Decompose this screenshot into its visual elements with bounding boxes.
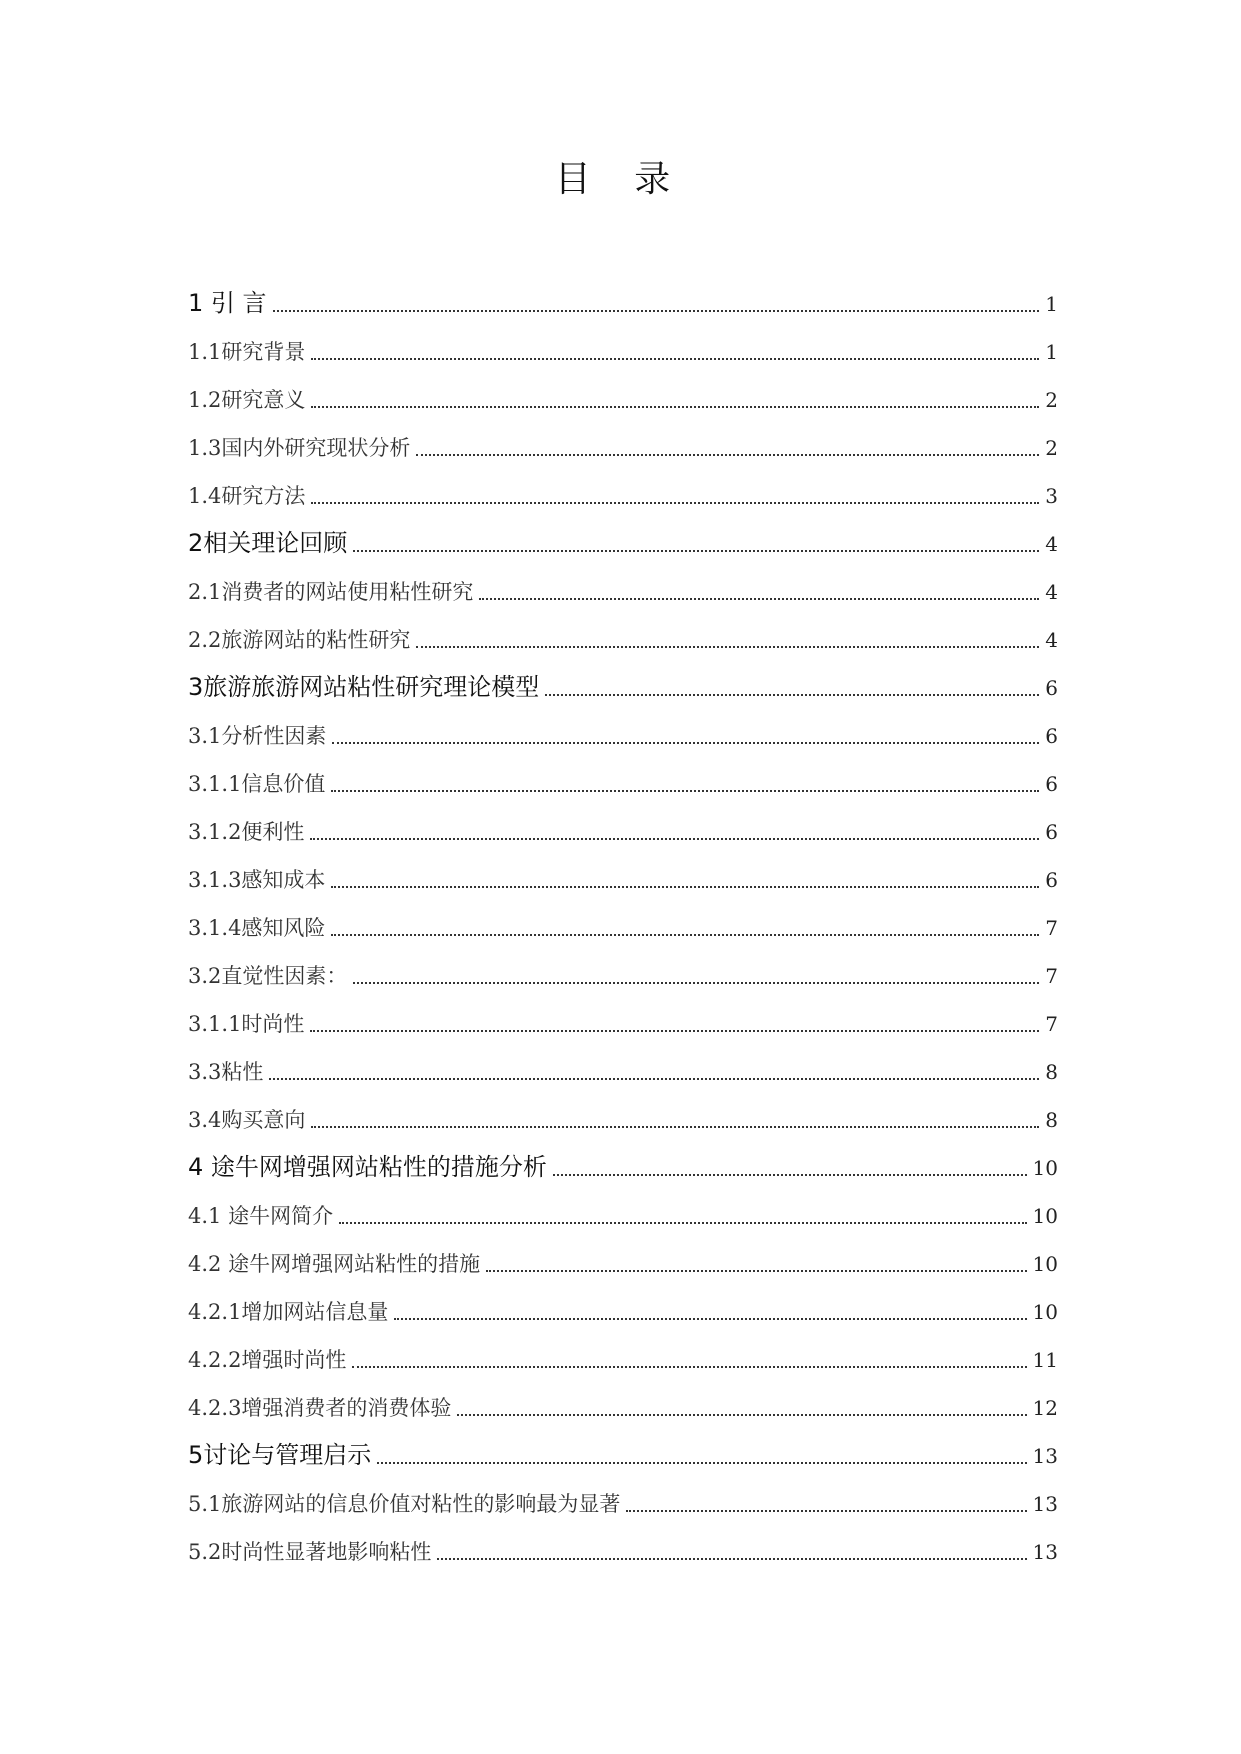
toc-entry[interactable] — [188, 1518, 1058, 1566]
toc-page-number: 6 — [1045, 820, 1058, 844]
toc-dot-leader — [394, 1318, 1026, 1320]
toc-page-number: 10 — [1032, 1204, 1058, 1228]
toc-entry-label: 1.1研究背景 — [188, 340, 306, 364]
toc-dot-leader — [352, 1366, 1026, 1368]
toc-entry-label: 3.1.1时尚性 — [188, 1012, 305, 1036]
toc-page-number: 6 — [1045, 772, 1058, 796]
toc-list — [188, 270, 1058, 1566]
toc-entry-label: 4.2 途牛网增强网站粘性的措施 — [188, 1252, 481, 1276]
toc-page-number: 7 — [1045, 1012, 1058, 1036]
toc-dot-leader — [486, 1270, 1026, 1272]
toc-title: 目 录 — [554, 159, 687, 200]
toc-entry[interactable] — [188, 558, 1058, 606]
toc-page-number: 13 — [1032, 1444, 1058, 1468]
toc-dot-leader — [273, 310, 1040, 312]
toc-entry[interactable] — [188, 1278, 1058, 1326]
toc-entry-label: 4.2.2增强时尚性 — [188, 1348, 347, 1372]
toc-entry[interactable] — [188, 846, 1058, 894]
toc-dot-leader — [339, 1222, 1026, 1224]
toc-entry[interactable] — [188, 606, 1058, 654]
toc-entry[interactable] — [188, 702, 1058, 750]
toc-entry-label: 3.1.4感知风险 — [188, 916, 326, 940]
toc-entry[interactable] — [188, 1230, 1058, 1278]
toc-entry-label: 5.2时尚性显著地影响粘性 — [188, 1540, 432, 1564]
toc-page-number: 12 — [1032, 1396, 1058, 1420]
toc-dot-leader — [457, 1414, 1026, 1416]
toc-entry[interactable] — [188, 1470, 1058, 1518]
toc-entry[interactable] — [188, 1326, 1058, 1374]
toc-entry-label: 3.1分析性因素 — [188, 724, 327, 748]
toc-entry[interactable] — [188, 1422, 1058, 1470]
toc-page-number: 10 — [1032, 1156, 1058, 1180]
toc-dot-leader — [311, 502, 1039, 504]
toc-entry[interactable] — [188, 1182, 1058, 1230]
toc-entry[interactable] — [188, 510, 1058, 558]
toc-entry-label: 3.4购买意向 — [188, 1108, 306, 1132]
toc-entry[interactable] — [188, 318, 1058, 366]
toc-page-number: 4 — [1045, 628, 1058, 652]
toc-entry-label: 3.2直觉性因素： — [188, 964, 348, 988]
toc-dot-leader — [416, 646, 1039, 648]
toc-entry-label: 3.1.1信息价值 — [188, 772, 326, 796]
toc-dot-leader — [310, 1030, 1039, 1032]
toc-dot-leader — [437, 1558, 1026, 1560]
toc-dot-leader — [331, 934, 1039, 936]
toc-entry[interactable] — [188, 654, 1058, 702]
toc-dot-leader — [311, 406, 1039, 408]
toc-page-number: 8 — [1045, 1108, 1058, 1132]
toc-page-number: 6 — [1045, 868, 1058, 892]
toc-page-number: 13 — [1032, 1540, 1058, 1564]
toc-page-number: 7 — [1045, 964, 1058, 988]
toc-dot-leader — [626, 1510, 1026, 1512]
toc-dot-leader — [311, 358, 1039, 360]
toc-page-number: 2 — [1045, 388, 1058, 412]
toc-page-number: 11 — [1032, 1348, 1058, 1372]
toc-page-number: 7 — [1045, 916, 1058, 940]
toc-dot-leader — [331, 886, 1039, 888]
toc-dot-leader — [545, 694, 1039, 696]
toc-entry-label: 1.3国内外研究现状分析 — [188, 436, 411, 460]
toc-page-number: 2 — [1045, 436, 1058, 460]
toc-dot-leader — [332, 742, 1039, 744]
toc-entry-label: 3.1.2便利性 — [188, 820, 305, 844]
toc-entry-label: 4 途牛网增强网站粘性的措施分析 — [188, 1153, 547, 1181]
toc-entry[interactable] — [188, 270, 1058, 318]
toc-entry[interactable] — [188, 462, 1058, 510]
toc-entry[interactable] — [188, 1374, 1058, 1422]
toc-entry-label: 4.1 途牛网简介 — [188, 1204, 334, 1228]
toc-entry-label: 3.3粘性 — [188, 1060, 264, 1084]
toc-entry[interactable] — [188, 366, 1058, 414]
toc-entry[interactable] — [188, 798, 1058, 846]
toc-dot-leader — [553, 1174, 1027, 1176]
toc-entry-label: 2.1消费者的网站使用粘性研究 — [188, 580, 474, 604]
toc-entry[interactable] — [188, 1086, 1058, 1134]
toc-entry-label: 1.4研究方法 — [188, 484, 306, 508]
toc-entry-label: 1 引 言 — [188, 289, 267, 317]
toc-entry[interactable] — [188, 1038, 1058, 1086]
toc-entry-label: 2.2旅游网站的粘性研究 — [188, 628, 411, 652]
toc-dot-leader — [479, 598, 1039, 600]
toc-entry-label: 5讨论与管理启示 — [188, 1441, 372, 1469]
toc-entry-label: 3旅游旅游网站粘性研究理论模型 — [188, 673, 540, 701]
toc-entry[interactable] — [188, 1134, 1058, 1182]
toc-page-number: 13 — [1032, 1492, 1058, 1516]
toc-page-number: 10 — [1032, 1252, 1058, 1276]
toc-entry-label: 3.1.3感知成本 — [188, 868, 326, 892]
toc-page-number: 4 — [1045, 580, 1058, 604]
toc-dot-leader — [416, 454, 1039, 456]
toc-dot-leader — [311, 1126, 1039, 1128]
toc-entry-label: 5.1旅游网站的信息价值对粘性的影响最为显著 — [188, 1492, 621, 1516]
toc-entry-label: 4.2.1增加网站信息量 — [188, 1300, 389, 1324]
toc-dot-leader — [353, 982, 1039, 984]
toc-dot-leader — [310, 838, 1039, 840]
toc-page-number: 1 — [1045, 340, 1058, 364]
toc-entry-label: 4.2.3增强消费者的消费体验 — [188, 1396, 452, 1420]
toc-page-number: 8 — [1045, 1060, 1058, 1084]
toc-page-number: 6 — [1045, 724, 1058, 748]
toc-entry[interactable] — [188, 894, 1058, 942]
toc-dot-leader — [269, 1078, 1039, 1080]
toc-dot-leader — [331, 790, 1039, 792]
toc-page-number: 1 — [1045, 292, 1058, 316]
toc-entry-label: 2相关理论回顾 — [188, 529, 348, 557]
toc-entry[interactable] — [188, 750, 1058, 798]
toc-entry[interactable] — [188, 990, 1058, 1038]
toc-dot-leader — [377, 1462, 1026, 1464]
toc-page-number: 10 — [1032, 1300, 1058, 1324]
toc-entry[interactable] — [188, 942, 1058, 990]
toc-page-number: 4 — [1045, 532, 1058, 556]
toc-page-number: 3 — [1045, 484, 1058, 508]
toc-page-number: 6 — [1045, 676, 1058, 700]
toc-entry-label: 1.2研究意义 — [188, 388, 306, 412]
toc-entry[interactable] — [188, 414, 1058, 462]
toc-dot-leader — [353, 550, 1039, 552]
